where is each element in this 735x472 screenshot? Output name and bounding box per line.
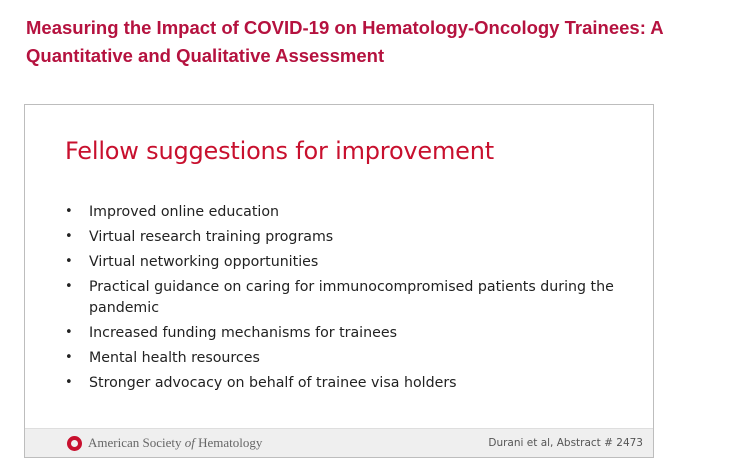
bullet-text: Increased funding mechanisms for trainees: [89, 324, 397, 341]
bullet-text: Mental health resources: [89, 349, 260, 366]
list-item: [65, 227, 625, 248]
bullet-text: Virtual research training programs: [89, 229, 334, 245]
page-title: Measuring the Impact of COVID-19 on Hematology-Oncology Trainees: A Quantitative and Qualitative Assessment: [26, 17, 663, 66]
slide-footer: [25, 428, 653, 457]
list-item: [65, 202, 625, 223]
citation: Durani et al, Abstract # 2473: [488, 437, 643, 449]
bullet-text: Practical guidance on caring for immunocompromised patients during the pandemic: [89, 279, 614, 316]
list-item: [65, 373, 625, 394]
bullet-list: [65, 202, 625, 398]
bullet-icon: •: [65, 324, 73, 340]
organization-name: [88, 435, 262, 451]
bullet-text: Stronger advocacy on behalf of trainee visa holders: [89, 374, 457, 391]
ash-logo-icon: [67, 436, 82, 451]
bullet-icon: •: [65, 204, 73, 219]
slide: [24, 104, 654, 458]
bullet-text: Improved online education: [89, 204, 280, 220]
bullet-icon: •: [65, 349, 73, 365]
list-item: [65, 348, 625, 369]
list-item: [65, 277, 625, 318]
list-item: [65, 252, 625, 273]
org-prefix: American Society: [88, 435, 185, 450]
bullet-icon: •: [65, 254, 73, 269]
org-suffix: Hematology: [194, 435, 263, 450]
org-of: of: [184, 435, 195, 450]
slide-heading: Fellow suggestions for improvement: [65, 137, 494, 165]
bullet-icon: •: [65, 279, 73, 294]
bullet-text: Virtual networking opportunities: [89, 254, 319, 270]
bullet-icon: •: [65, 374, 73, 390]
list-item: [65, 323, 625, 344]
bullet-icon: •: [65, 229, 73, 244]
